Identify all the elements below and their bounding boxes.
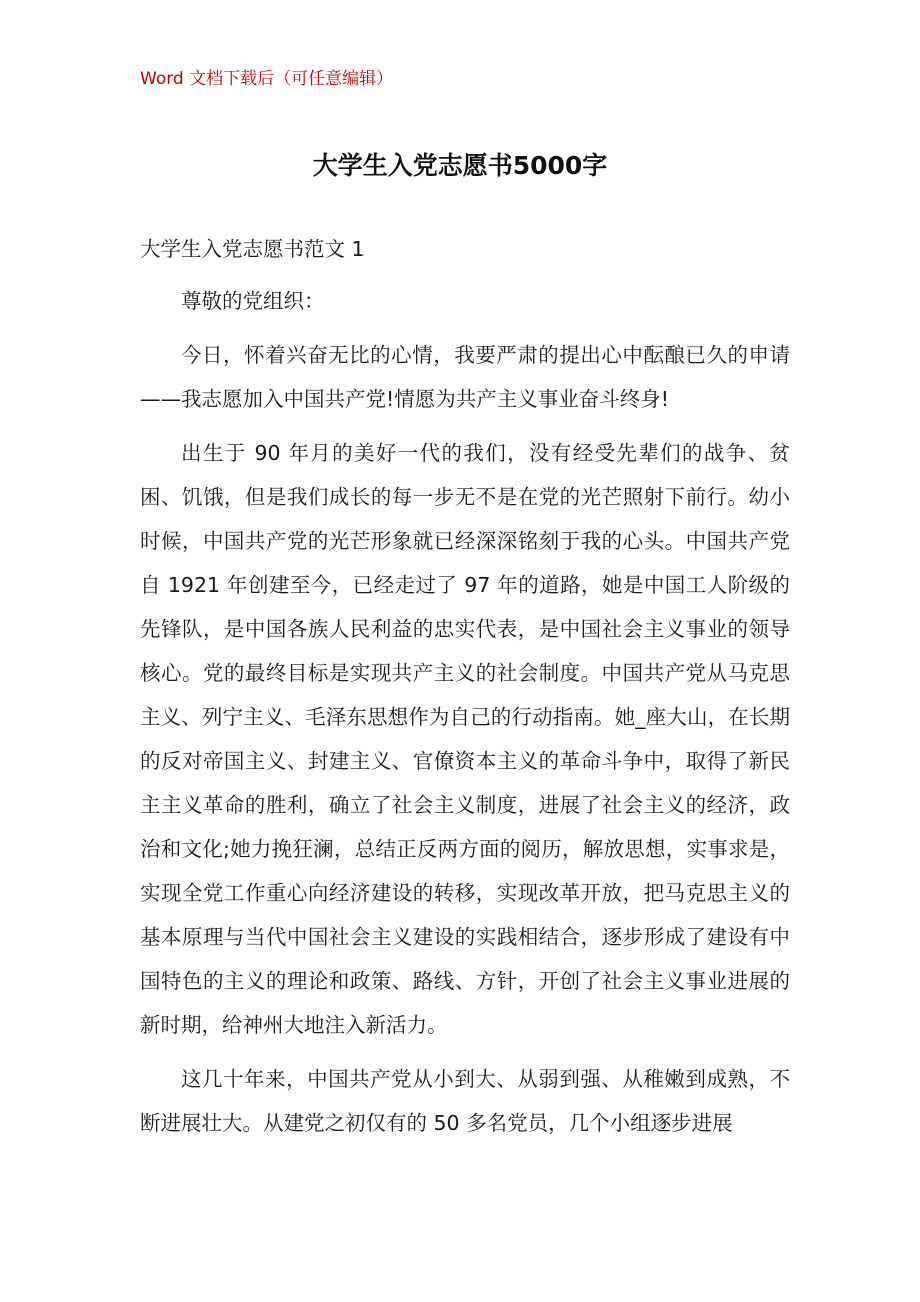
salutation: 尊敬的党组织： — [181, 289, 325, 313]
document-body — [140, 227, 790, 1155]
document-title: 大学生入党志愿书5000字 — [312, 151, 608, 180]
paragraph-2: 出生于 90 年月的美好一代的我们，没有经受先辈们的战争、贫困、饥饿，但是我们成长的每一步无不是在党的光芒照射下前行。幼小时候，中国共产党的光芒形象就已经深深铭刻于我的心头。中国共产党自 1921 年创建至今，已经走过了 97 年的道路，她是中国工人阶级的先锋队，是中国各族人民利益的忠实代表，是中国社会主义事业的领导核心。党的最终目标是实现共产主义的社会制度。中国共产党从马克思主义、列宁主义、毛泽东思想作为自己的行动指南。她_座大山，在长期的反对帝国主义、封建主义、官僚资本主义的革命斗争中，取得了新民主主义革命的胜利，确立了社会主义制度，进展了社会主义的经济，政治和文化;她力挽狂澜，总结正反两方面的阅历，解放思想，实事求是，实现全党工作重心向经济建设的转移，实现改革开放，把马克思主义的基本原理与当代中国社会主义建设的实践相结合，逐步形成了建设有中国特色的主义的理论和政策、路线、方针，开创了社会主义事业进展的新时期，给神州大地注入新活力。 — [140, 441, 790, 1037]
paragraph-1: 今日，怀着兴奋无比的心情，我要严肃的提出心中酝酿已久的申请——我志愿加入中国共产党!情愿为共产主义事业奋斗终身! — [140, 343, 790, 411]
download-note: Word 文档下载后（可任意编辑） — [140, 69, 394, 89]
section-subtitle: 大学生入党志愿书范文 1 — [140, 237, 365, 261]
paragraph-3: 这几十年来，中国共产党从小到大、从弱到强、从稚嫩到成熟，不断进展壮大。从建党之初仅有的 50 多名党员，几个小组逐步进展 — [140, 1067, 790, 1135]
